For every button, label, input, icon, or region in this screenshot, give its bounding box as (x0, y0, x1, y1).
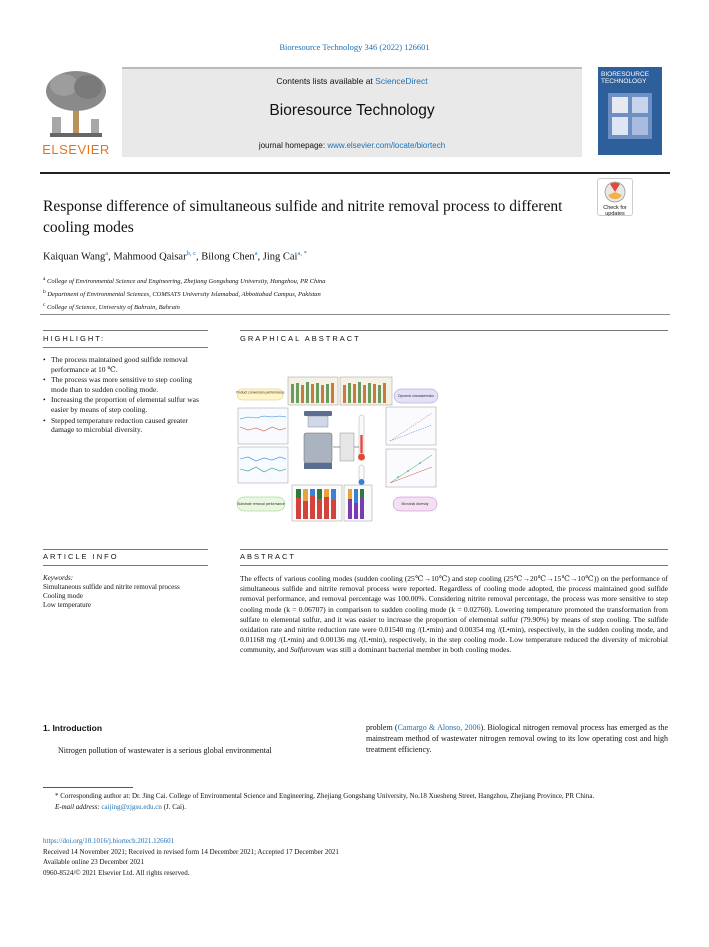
introduction-heading: 1. Introduction (43, 723, 103, 733)
abstract-heading: ABSTRACT (240, 552, 297, 561)
abstract-body: The effects of various cooling modes (sudden cooling (25℃→10℃) and step cooling (25℃→20℃→15℃→10℃)) on the performance of simultaneous sulfide and nitrite removal process were reported. Regardless of cooling mode adopted, the process maintained good sulfide removal performance, and removal percentage was 100.00%. Considering nitrite removal percentage, the process was more sensitive to step cooling mode (k = 0.06707) in comparison to sudden cooling mode (k = 0.02760). Lowering temperature promoted the transformation from sulfate to elemental sulfur, and it was easier to increase the proportion of elemental sulfur (79.90%) by means of step cooling. The sulfide oxidation rate and nitrite reduction rate were 0.01540 mg /(L•min) and 0.00354 mg /(L•min), respectively, in the sudden cooling mode, and 0.01168 mg /(L•min) and 0.00136 mg /(L•min), respectively, in the step cooling mode. Low temperature reduced the diversity of microbial community, and (240, 574, 668, 655)
keywords-block (43, 574, 180, 610)
author-name[interactable]: Jing Cai (262, 251, 298, 263)
elsevier-tree-logo (40, 67, 112, 155)
copyright: 0960-8524/© 2021 Elsevier Ltd. All rights reserved. (43, 868, 190, 877)
check-line-2: updates (605, 211, 625, 217)
email-label: E-mail address: (55, 802, 102, 811)
affiliations (43, 274, 326, 313)
intro-right-suffix: ). Biological nitrogen removal process has emerged as the mainstream method of wastewater nitrogen removal owing to its low operating cost and high treatment efficiency. (366, 723, 668, 754)
author-separator: , (108, 251, 114, 263)
elsevier-wordmark: ELSEVIER (42, 142, 110, 157)
highlight-item: • Increasing the proportion of elemental sulfur was easier by means of step cooling. (43, 395, 208, 414)
journal-banner (122, 67, 582, 157)
crossmark-icon (604, 181, 626, 203)
highlight-item: • Stepped temperature reduction caused greater damage to microbial diversity. (43, 416, 208, 435)
author-affiliation-marker[interactable]: a (254, 250, 258, 257)
article-info-bottom-rule (43, 565, 208, 566)
email-suffix: (J. Cai). (161, 802, 186, 811)
microbial-bar-panels (292, 485, 372, 521)
author-name[interactable]: Bilong Chen (201, 251, 255, 263)
substrate-removal-label: Substrate removal performance (237, 502, 285, 506)
available-online: Available online 23 December 2021 (43, 858, 144, 866)
highlight-heading: HIGHLIGHT: (43, 334, 106, 343)
intro-right-prefix: problem ( (366, 723, 398, 732)
author-list (43, 250, 307, 263)
paper-title: Response difference of simultaneous sulfide and nitrite removal process to different cooling modes (43, 198, 563, 236)
abstract-text (240, 574, 668, 656)
author-name[interactable]: Mahmood Qaisar (113, 251, 187, 263)
microbial-diversity-label: Microbial diversity (401, 502, 429, 506)
tree-icon (40, 67, 112, 141)
homepage-line (122, 141, 582, 150)
author-separator: , (257, 251, 263, 263)
homepage-prefix: journal homepage: (258, 141, 328, 150)
journal-cover[interactable] (598, 67, 662, 155)
highlight-item: • The process maintained good sulfide removal performance at 10 ℃. (43, 355, 208, 374)
check-for-updates-badge[interactable] (597, 178, 633, 216)
graphical-abstract-graphic (236, 375, 441, 523)
abstract-bottom-rule (240, 565, 668, 566)
sciencedirect-link[interactable]: ScienceDirect (375, 76, 428, 86)
homepage-link[interactable]: www.elsevier.com/locate/biortech (327, 141, 446, 150)
affiliation-marker: a (43, 276, 46, 282)
check-line-1: Check for (603, 205, 627, 211)
keyword: Simultaneous sulfide and nitrite removal process (43, 583, 180, 591)
abstract-genus: Sulfurovum (290, 645, 325, 655)
affiliation-rule (40, 314, 670, 315)
introduction-left-column: Nitrogen pollution of wastewater is a serious global environmental (58, 746, 272, 755)
article-info-heading: ARTICLE INFO (43, 552, 119, 561)
abstract-top-rule (240, 549, 668, 550)
abstract-body-end: was still a dominant bacterial member in both cooling modes. (324, 645, 512, 655)
email-link[interactable]: caijing@zjgsu.edu.cn (101, 802, 162, 811)
affiliation-text: College of Science, University of Bahrain, Bahrain (47, 304, 180, 312)
journal-reference[interactable]: Bioresource Technology 346 (2022) 126601 (279, 42, 430, 52)
doi-link[interactable]: https://doi.org/10.1016/j.biortech.2021.126601 (43, 837, 175, 845)
corresponding-author-note: * Corresponding author at: Dr. Jing Cai. College of Environmental Science and Engineering, Zhejiang Gongshang University, No.18 Xuesheng Street, Hangzhou, Zhejiang Province, PR China. (55, 792, 595, 800)
affiliation-text: College of Environmental Science and Engineering, Zhejiang Gongshang University, Hangzhou, PR China (47, 278, 326, 286)
author-separator: , (195, 251, 202, 263)
article-bottom-info (43, 836, 339, 878)
introduction-right-column (366, 722, 668, 755)
affiliation-line (43, 300, 326, 313)
dynamic-characteristics-label: Dynamic characteristics (398, 394, 434, 398)
affiliation-text: Department of Environmental Sciences, COMSATS University Islamabad, Abbottabad Campus, Pakistan (47, 291, 321, 299)
highlight-item: • The process was more sensitive to step cooling mode than to sudden cooling mode. (43, 375, 208, 394)
highlight-bottom-rule (43, 347, 208, 348)
graphical-abstract-heading: GRAPHICAL ABSTRACT (240, 334, 361, 343)
highlights-list (43, 355, 208, 436)
affiliation-line (43, 274, 326, 287)
email-line (43, 802, 668, 813)
masthead (40, 67, 670, 165)
keyword: Cooling mode (43, 592, 83, 600)
contents-prefix: Contents lists available at (276, 76, 376, 86)
journal-name: Bioresource Technology (269, 102, 435, 119)
article-info-top-rule (43, 549, 208, 550)
masthead-rule (40, 172, 670, 174)
received-dates: Received 14 November 2021; Received in revised form 14 December 2021; Accepted 17 December 2021 (43, 847, 339, 856)
affiliation-line (43, 287, 326, 300)
product-conversion-panel (288, 377, 392, 405)
graphical-abstract-figure[interactable] (236, 375, 441, 523)
citation-link[interactable]: Camargo & Alonso, 2006 (397, 723, 481, 732)
author-name[interactable]: Kaiquan Wang (43, 251, 106, 263)
footnote-rule (43, 787, 133, 788)
affiliation-marker: b (43, 289, 46, 296)
highlight-top-rule (43, 330, 208, 331)
author-affiliation-marker[interactable]: a (105, 250, 109, 257)
contents-line (122, 76, 582, 86)
author-affiliation-marker[interactable]: b, c (186, 250, 196, 257)
author-affiliation-marker[interactable]: a, * (297, 250, 307, 257)
cover-title: BIORESOURCE TECHNOLOGY (601, 71, 650, 85)
product-conversion-label: Product conversion performance (236, 390, 285, 395)
graphical-abstract-top-rule (240, 330, 668, 331)
cover-graphic-icon (598, 67, 662, 155)
corresponding-author-footnote (43, 791, 668, 812)
keyword: Low temperature (43, 601, 92, 609)
affiliation-marker: c (43, 302, 46, 309)
keywords-label: Keywords: (43, 574, 74, 582)
